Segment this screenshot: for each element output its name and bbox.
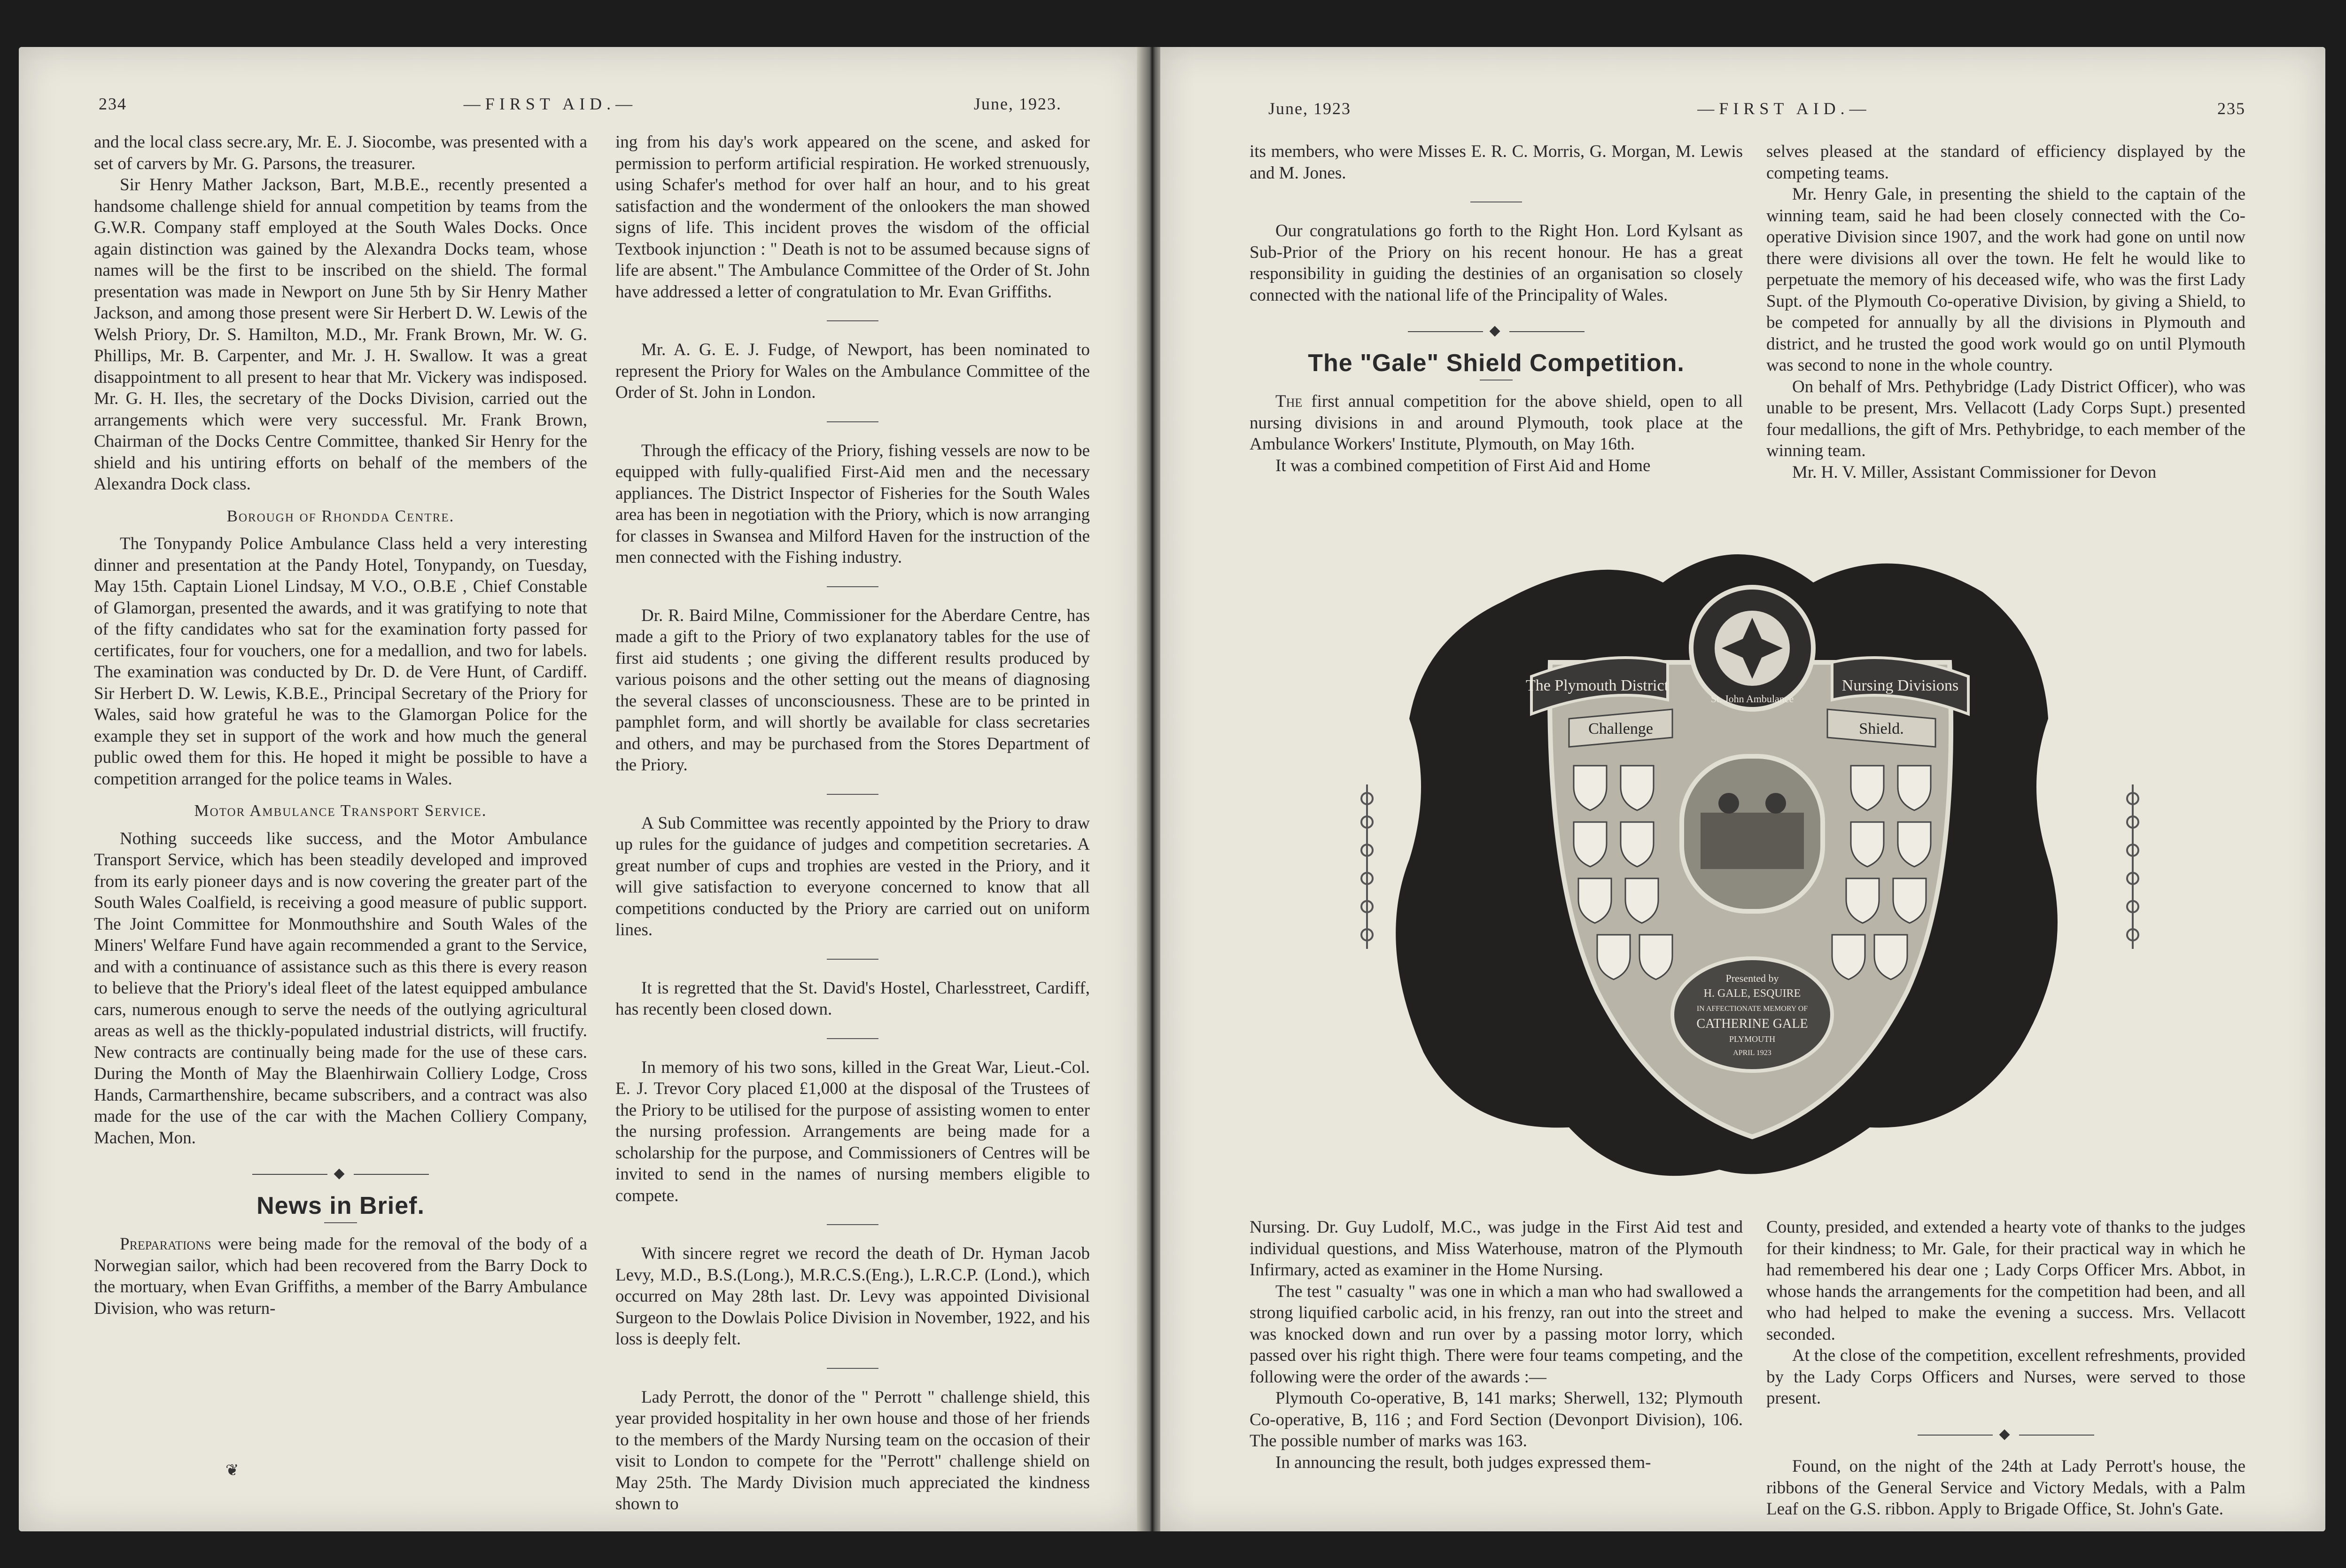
right-page-number: 235 bbox=[2217, 99, 2245, 118]
right-top-column-2 bbox=[1766, 141, 2245, 483]
gale-shield-illustration bbox=[1268, 521, 2231, 1193]
item-separator bbox=[827, 586, 878, 587]
paragraph: Dr. R. Baird Milne, Commissioner for the Aberdare Centre, has made a gift to the Priory of two explanatory tables for the use of first aid students ; one giving the different results produced by various poisons and the other setting out the means of diagnosing the several classes of unconsciousness. These are to be printed in pamphlet form, and will shortly be available for class secretaries and others, and may be purchased from the Stores Department of the Priory. bbox=[615, 605, 1090, 775]
paragraph: Mr. Henry Gale, in presenting the shield to the captain of the winning team, said he had been closely connected with the Co-operative Division since 1907, and the work had gone on until now there were divisions all over the town. He felt he would like to perpetuate the memory of his deceased wife, who was the first Lady Supt. of the Plymouth Co-operative Division, by giving a Shield, to be competed for annually by all the divisions in Plymouth and district, and he trusted the good work would go on until Plymouth was second to none in the whole country. bbox=[1766, 185, 2245, 375]
ornamental-divider: ◆ bbox=[94, 1163, 587, 1184]
paragraph bbox=[94, 1234, 587, 1319]
article-title-block bbox=[1250, 349, 1743, 381]
item-separator bbox=[827, 1224, 878, 1225]
plaque-line-1: Presented by bbox=[1725, 972, 1779, 984]
paragraph: The test " casualty " was one in which a man who had swallowed a strong liquified carbolic acid, in his frenzy, ran out into the street and was knocked down and run over by a passing motor lorry, which passed over his right thigh. There were four teams competing, and the following were the order of the awards :— bbox=[1250, 1281, 1743, 1387]
paragraph: In memory of his two sons, killed in the Great War, Lieut.-Col. E. J. Trevor Cory placed £1,000 at the disposal of the Trustees of the Priory to be utilised for the purpose of assisting women to enter the nursing profession. Arrangements are being made for a scholarship for the purpose, and Commissioners of Centres will be invited to send in the names of nursing members eligible to compete. bbox=[615, 1057, 1090, 1205]
item-separator bbox=[827, 421, 878, 422]
right-issue-date: June, 1923 bbox=[1268, 99, 1351, 118]
paragraph: Nursing. Dr. Guy Ludolf, M.C., was judge in the First Aid test and individual questions, and Miss Waterhouse, matron of the Plymouth Infirmary, acted as examiner in the Home Nursing. bbox=[1250, 1218, 1743, 1280]
paragraph-lead: Preparations bbox=[120, 1234, 211, 1254]
paragraph: Nothing succeeds like success, and the Motor Ambulance Transport Service, which has been steadily developed and improved from its early pioneer days and is now covering the greater part of the South Wales Coalfield, is receiving a good measure of public support. The Joint Committee for Monmouthshire and South Wales of the Miners' Welfare Fund have again recommended a grant to the Service, and with a continuance of assistance such as this there is every reason to believe that the Priory's ideal fleet of the latest equipped ambulance cars, numerous enough to serve the needs of the outlying agricultural areas as well as the thickly-populated industrial districts, will fructify. New contracts are continually being made for the use of these cars. During the Month of May the Blaenhirwain Colliery Lodge, Cross Hands, Carmarthenshire, became subscribers, and a contract was also made for the use of the car with the Machen Colliery Company, Machen, Mon. bbox=[94, 829, 587, 1148]
paragraph: County, presided, and extended a hearty vote of thanks to the judges for their kindness; to Mr. Gale, for their practical way in which he had remembered his dear one ; Lady Corps Officer Mrs. Abbot, in whose hands the arrangements for the competition had been, and all who had helped to make the evening a success. Mrs. Vellacott seconded. bbox=[1766, 1218, 2245, 1344]
ribbon-right-text: Shield. bbox=[1859, 720, 1904, 737]
paragraph: Sir Henry Mather Jackson, Bart, M.B.E., recently presented a handsome challenge shield for annual competition by teams from the G.W.R. Company staff employed at the South Wales Docks. Once again distinction was gained by the Alexandra Docks team, whose names will be the first to be inscribed on the shield. The formal presentation was made in Newport on June 5th by Sir Henry Mather Jackson, and among those present were Sir Herbert D. W. Lewis of the Welsh Priory, Dr. S. Hamilton, M.D., Mr. Frank Brown, Mr. W. G. Phillips, Mr. B. Carpenter, and Mr. J. H. Swallow. It was a great disappointment to all present to hear that Mr. Vickery was indisposed. Mr. G. H. Iles, the secretary of the Docks Division, carried out the arrangements which were very successful. Mr. Frank Brown, Chairman of the Docks Centre Committee, thanked Sir Henry for the shield and his untiring efforts on behalf of the members of the Alexandra Dock class. bbox=[94, 175, 587, 494]
ornamental-divider: ◆ bbox=[1766, 1423, 2245, 1445]
paragraph: It was a combined competition of First Aid and Home bbox=[1275, 456, 1651, 475]
right-bottom-column-2 bbox=[1766, 1217, 2245, 1520]
item-separator bbox=[827, 959, 878, 960]
ornamental-divider: ◆ bbox=[1250, 320, 1743, 342]
right-journal-title: —FIRST AID.— bbox=[1697, 99, 1871, 118]
paragraph: Through the efficacy of the Priory, fishing vessels are now to be equipped with fully-qualified First-Aid men and the necessary appliances. The District Inspector of Fisheries for the South Wales area has been in negotiation with the Priory, which is now arranging for classes in Swansea and Milford Haven for the instruction of the men connected with the Fishing industry. bbox=[615, 441, 1090, 567]
left-page-number: 234 bbox=[99, 94, 127, 113]
paragraph: ing from his day's work appeared on the scene, and asked for permission to perform artificial respiration. He worked strenuously, using Schafer's method for over half an hour, and to his great satisfaction and the wonderment of the onlookers the man showed signs of life. This incident proves the wisdom of the official Textbook injunction : " Death is not to be assumed because signs of life are absent." The Ambulance Committee of the Order of St. John have addressed a letter of congratulation to Mr. Evan Griffiths. bbox=[615, 132, 1090, 302]
paragraph: In announcing the result, both judges expressed them- bbox=[1275, 1452, 1651, 1472]
paragraph-text: were being made for the removal of the body of a Norwegian sailor, which had been recovered from the Barry Dock to the mortuary, when Evan Griffiths, a member of the Barry Ambulance Division, who was return- bbox=[94, 1234, 587, 1318]
left-journal-title: —FIRST AID.— bbox=[463, 94, 637, 113]
right-top-column-1 bbox=[1250, 141, 1743, 476]
plaque-line-6: APRIL 1923 bbox=[1733, 1049, 1771, 1057]
paragraph-lead: The bbox=[1275, 392, 1303, 411]
ribbon-left-text: Challenge bbox=[1588, 720, 1653, 737]
paragraph: On behalf of Mrs. Pethybridge (Lady District Officer), who was unable to be present, Mrs. Vellacott (Lady Corps Supt.) presented four medallions, the gift of Mrs. Pethybridge, to each member of the winning team. bbox=[1766, 377, 2245, 460]
section-subheading: Borough of Rhondda Centre. bbox=[226, 506, 455, 525]
paragraph: Plymouth Co-operative, B, 141 marks; Sherwell, 132; Plymouth Co-operative, B, 116 ; and Ford Section (Devonport Division), 106. The possible number of marks was 163. bbox=[1250, 1389, 1743, 1451]
left-issue-date: June, 1923. bbox=[973, 94, 1062, 113]
item-separator bbox=[827, 794, 878, 795]
right-running-head bbox=[1268, 99, 2245, 118]
paragraph: With sincere regret we record the death of Dr. Hyman Jacob Levy, M.D., B.S.(Long.), M.R.C.S.(Eng.), L.R.C.P. (Lond.), which occurred on May 28th last. Dr. Levy was appointed Divisional Surgeon to the Dowlais Police Division in November, 1922, and his loss is deeply felt. bbox=[615, 1244, 1090, 1349]
left-page bbox=[19, 47, 1142, 1531]
right-page bbox=[1160, 47, 2325, 1531]
banner-right-text: Nursing Divisions bbox=[1841, 677, 1959, 694]
item-separator bbox=[827, 1368, 878, 1369]
paragraph bbox=[1250, 391, 1743, 455]
paragraph: its members, who were Misses E. R. C. Morris, G. Morgan, M. Lewis and M. Jones. bbox=[1250, 142, 1743, 183]
paragraph-text: first annual competition for the above shield, open to all nursing divisions in and around Plymouth, took place at the Ambulance Workers' Institute, Plymouth, on May 16th. bbox=[1250, 392, 1743, 454]
item-separator bbox=[827, 1038, 878, 1039]
banner-left-text: The Plymouth District bbox=[1525, 677, 1669, 694]
left-column-1 bbox=[94, 132, 587, 1319]
plaque-line-2: H. GALE, ESQUIRE bbox=[1703, 987, 1801, 1000]
section-subheading: Motor Ambulance Transport Service. bbox=[194, 801, 487, 820]
plaque-line-3: IN AFFECTIONATE MEMORY OF bbox=[1696, 1005, 1808, 1013]
article-title-block bbox=[94, 1192, 587, 1224]
left-running-head bbox=[99, 94, 1062, 114]
plaque-line-5: PLYMOUTH bbox=[1729, 1034, 1776, 1044]
article-title: The "Gale" Shield Competition. bbox=[1308, 349, 1685, 377]
left-column-2 bbox=[615, 132, 1090, 1515]
article-title: News in Brief. bbox=[256, 1192, 425, 1219]
right-bottom-column-1 bbox=[1250, 1217, 1743, 1473]
paragraph: At the close of the competition, excellent refreshments, provided by the Lady Corps Officers and Nurses, were served to those present. bbox=[1766, 1346, 2245, 1408]
plaque-line-4: CATHERINE GALE bbox=[1696, 1017, 1808, 1031]
paragraph: The Tonypandy Police Ambulance Class held a very interesting dinner and presentation at the Pandy Hotel, Tonypandy, on Tuesday, May 15th. Captain Lionel Lindsay, M V.O., O.B.E , Chief Constable of Glamorgan, presented the awards, and it was gratifying to note that of the fifty candidates who sat for the examination forty passed for certificates, four for vouchers, one for a medallion, and two for labels. The examination was conducted by Dr. D. de Vere Hunt, of Cardiff. Sir Herbert D. W. Lewis, K.B.E., Principal Secretary of the Priory for Wales, said how grateful he was to the Glamorgan Police for the example they set in support of the work and how much the general public owed them for this. He hoped it might be possible to have a competition arranged for the police teams in Wales. bbox=[94, 534, 587, 789]
paragraph: selves pleased at the standard of efficiency displayed by the competing teams. bbox=[1766, 142, 2245, 183]
title-rule bbox=[324, 1222, 357, 1223]
printer-mark: ❦ bbox=[225, 1462, 239, 1479]
paragraph: Our congratulations go forth to the Right Hon. Lord Kylsant as Sub-Prior of the Priory on his recent honour. He has a great responsibility in guiding the destinies of an organisation so closely connected with the national life of the Principality of Wales. bbox=[1250, 221, 1743, 305]
paragraph: Lady Perrott, the donor of the " Perrott " challenge shield, this year provided hospitality in her own house and those of her friends to the members of the Mardy Nursing team on the occasion of their visit to London to compete for the "Perrott" challenge shield on May 25th. The Mardy Division much appreciated the kindness shown to bbox=[615, 1387, 1090, 1514]
paragraph: It is regretted that the St. David's Hostel, Charlesstreet, Cardiff, has recently been closed down. bbox=[615, 978, 1090, 1019]
paragraph: Mr. H. V. Miller, Assistant Commissioner for Devon bbox=[1792, 462, 2157, 482]
paragraph: and the local class secre.ary, Mr. E. J. Siocombe, was presented with a set of carvers by Mr. G. Parsons, the treasurer. bbox=[94, 132, 587, 173]
medallion-text: St. John Ambulance bbox=[1710, 693, 1794, 705]
paragraph: A Sub Committee was recently appointed by the Priory to draw up rules for the guidance of judges and competition secretaries. A great number of cups and trophies are vested in the Priory, and it will give satisfaction to everyone concerned to know that all competitions conducted by the Priory are carried out on uniform lines. bbox=[615, 813, 1090, 939]
paragraph: Mr. A. G. E. J. Fudge, of Newport, has been nominated to represent the Priory for Wales on the Ambulance Committee of the Order of St. John in London. bbox=[615, 340, 1090, 402]
paragraph: Found, on the night of the 24th at Lady Perrott's house, the ribbons of the General Service and Victory Medals, with a Palm Leaf on the G.S. ribbon. Apply to Brigade Office, St. John's Gate. bbox=[1766, 1457, 2245, 1519]
shield-svg bbox=[1268, 521, 2231, 1193]
item-separator bbox=[827, 320, 878, 321]
